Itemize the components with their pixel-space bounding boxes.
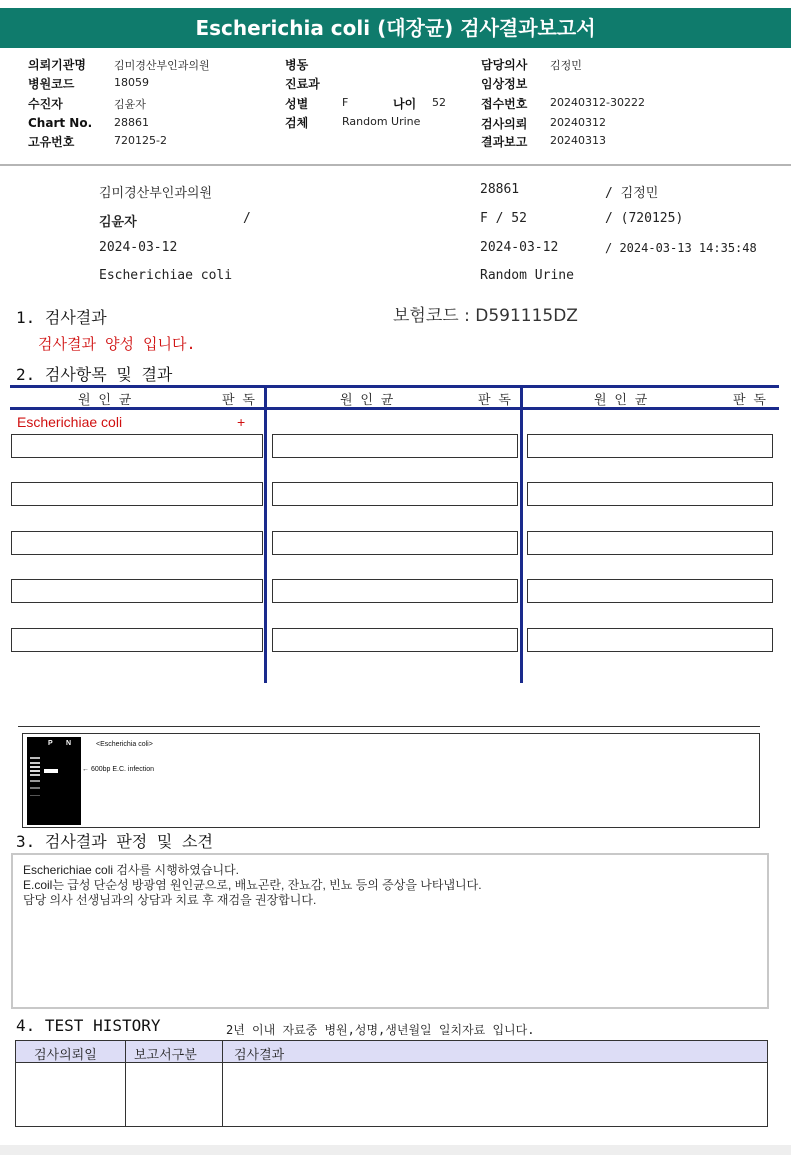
history-note: 2년 이내 자료중 병원,성명,생년월일 일치자료 입니다.	[226, 1023, 535, 1037]
result-cell	[11, 482, 263, 506]
label-request-date: 검사의뢰	[481, 117, 528, 131]
summary-doctor: / 김정민	[605, 186, 659, 201]
section1-heading: 1. 검사결과	[16, 308, 107, 327]
section4-heading: 4. TEST HISTORY	[16, 1016, 161, 1035]
value-specimen: Random Urine	[342, 115, 421, 128]
value-report-date: 20240313	[550, 134, 606, 147]
section2-heading: 2. 검사항목 및 결과	[16, 365, 173, 384]
label-institution: 의뢰기관명	[28, 58, 86, 72]
label-patient: 수진자	[28, 97, 63, 111]
header-divider	[0, 164, 791, 166]
label-ward: 병동	[285, 58, 309, 72]
history-col-report-type: 보고서구분	[134, 1048, 197, 1063]
footer-bar	[0, 1145, 791, 1155]
result-cell	[272, 531, 518, 555]
result-cell	[527, 434, 773, 458]
col-organism-3: 원 인 균	[594, 393, 648, 408]
summary-request-date: 2024-03-12	[99, 240, 178, 255]
summary-unique: / (720125)	[605, 211, 684, 226]
gel-title: <Escherichia coli>	[96, 741, 153, 748]
result-cell	[11, 628, 263, 652]
value-receipt-no: 20240312-30222	[550, 96, 645, 109]
history-table-header	[16, 1041, 767, 1063]
value-doctor: 김정민	[550, 59, 582, 72]
label-sex: 성별	[285, 97, 309, 111]
label-age: 나이	[393, 97, 417, 111]
history-col-divider	[125, 1041, 126, 1126]
history-col-divider	[222, 1041, 223, 1126]
table-divider-1	[264, 385, 267, 683]
result-cell	[11, 579, 263, 603]
gel-top-rule	[18, 726, 760, 727]
col-judgment-2: 판 독	[478, 393, 511, 408]
value-unique-no: 720125-2	[114, 134, 167, 147]
gel-bands-graphic	[27, 737, 81, 825]
value-hospital-code: 18059	[114, 76, 149, 89]
label-unique-no: 고유번호	[28, 135, 75, 149]
result-cell	[272, 628, 518, 652]
summary-patient: 김윤자	[99, 215, 137, 230]
value-request-date: 20240312	[550, 116, 606, 129]
col-organism-1: 원 인 균	[78, 393, 132, 408]
result-positive-text: 검사결과 양성 입니다.	[38, 335, 196, 353]
history-col-request-date: 검사의뢰일	[34, 1048, 97, 1063]
gel-band-note: ← 600bp E.C. infection	[82, 766, 154, 773]
summary-receipt-date: 2024-03-12	[480, 240, 559, 255]
opinion-line: 담당 의사 선생님과의 상담과 치료 후 재검을 권장합니다.	[23, 893, 317, 907]
value-institution: 김미경산부인과의원	[114, 59, 210, 72]
value-chart-no: 28861	[114, 116, 149, 129]
section3-heading: 3. 검사결과 판정 및 소견	[16, 832, 213, 851]
opinion-box	[11, 853, 769, 1009]
result-cell	[272, 579, 518, 603]
insurance-code: 보험코드 : D591115DZ	[393, 306, 578, 326]
history-table	[15, 1040, 768, 1127]
result-cell	[527, 482, 773, 506]
gel-electrophoresis-image	[27, 737, 81, 825]
summary-sex-age: F / 52	[480, 211, 527, 226]
value-patient: 김윤자	[114, 98, 146, 111]
result-cell	[11, 434, 263, 458]
summary-institution: 김미경산부인과의원	[99, 186, 213, 201]
gel-lane-n: N	[66, 740, 72, 747]
result-cell	[11, 531, 263, 555]
col-organism-2: 원 인 균	[340, 393, 394, 408]
history-col-result: 검사결과	[234, 1048, 285, 1063]
label-receipt-no: 접수번호	[481, 97, 528, 111]
report-title: Escherichia coli (대장균) 검사결과보고서	[0, 8, 791, 48]
summary-slash: /	[243, 211, 251, 226]
col-judgment-3: 판 독	[733, 393, 766, 408]
label-chart-no: Chart No.	[28, 116, 93, 130]
result-cell	[272, 434, 518, 458]
result-cell	[527, 531, 773, 555]
gel-lane-p: P	[48, 740, 53, 747]
table-divider-2	[520, 385, 523, 683]
result-organism-name: Escherichiae coli	[17, 414, 123, 430]
result-cell	[527, 579, 773, 603]
result-judgment: +	[237, 414, 246, 430]
opinion-line: Escherichiae coli 검사를 시행하였습니다.	[23, 863, 239, 877]
table-top-rule	[10, 385, 779, 388]
summary-report-datetime: / 2024-03-13 14:35:48	[605, 241, 757, 255]
label-specimen: 검체	[285, 116, 309, 130]
result-cell	[527, 628, 773, 652]
label-report-date: 결과보고	[481, 135, 528, 149]
summary-test-name: Escherichiae coli	[99, 268, 233, 283]
label-hospital-code: 병원코드	[28, 77, 75, 91]
summary-chart-no: 28861	[480, 182, 520, 197]
header-info	[0, 50, 791, 164]
summary-specimen: Random Urine	[480, 268, 574, 283]
value-sex: F	[342, 96, 349, 109]
result-cell	[272, 482, 518, 506]
label-clinical-info: 임상정보	[481, 77, 528, 91]
col-judgment-1: 판 독	[222, 393, 255, 408]
label-department: 진료과	[285, 77, 320, 91]
opinion-line: E.coil는 급성 단순성 방광염 원인균으로, 배뇨곤란, 잔뇨감, 빈뇨 등의 증상을 나타냅니다.	[23, 878, 482, 892]
value-age: 52	[432, 96, 446, 109]
label-doctor: 담당의사	[481, 58, 528, 72]
